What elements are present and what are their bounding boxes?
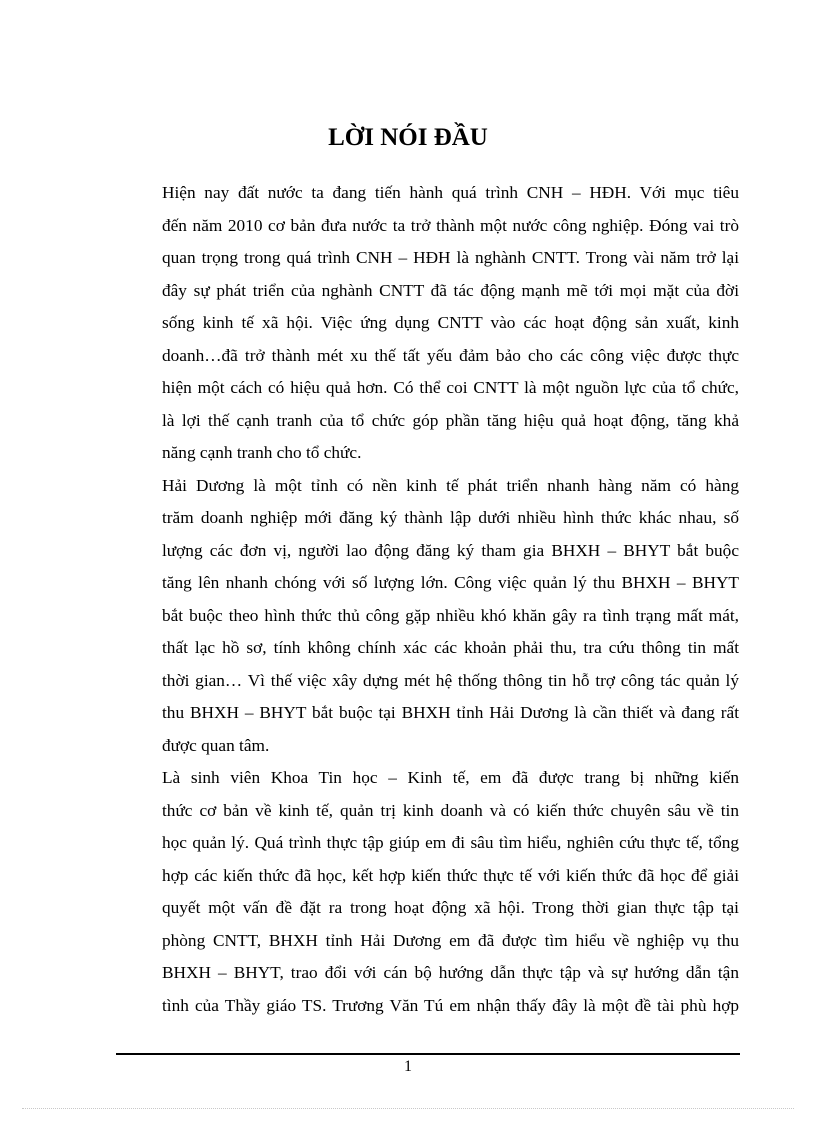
- text-line: thời gian… Vì thế việc xây dựng mét hệ thống thông tin hỗ trợ công tác quản lý: [162, 670, 739, 690]
- text-line: thức cơ bản về kinh tế, quản trị kinh doanh và có kiến thức chuyên sâu về tin: [162, 800, 739, 820]
- text-line: bắt buộc theo hình thức thủ công gặp nhiều khó khăn gây ra tình trạng mất mát,: [162, 605, 739, 625]
- text-line: doanh…đã trở thành mét xu thế tất yếu đảm bảo cho các công việc được thực: [162, 345, 739, 365]
- text-line: trăm doanh nghiệp mới đăng ký thành lập dưới nhiều hình thức khác nhau, số: [162, 508, 739, 527]
- text-line: đến năm 2010 cơ bản đưa nước ta trở thành một nước công nghiệp. Đóng vai trò: [162, 215, 739, 235]
- text-line: quan trọng trong quá trình CNH – HĐH là nghành CNTT. Trong vài năm trở lại: [162, 248, 739, 267]
- text-line: lượng các đơn vị, người lao động đăng ký tham gia BHXH – BHYT bắt buộc: [162, 540, 739, 560]
- text-line: Là sinh viên Khoa Tin học – Kinh tế, em đã được trang bị những kiến: [162, 768, 739, 787]
- text-line: thất lạc hồ sơ, tính không chính xác các khoản phải thu, tra cứu thông tin mất: [162, 638, 739, 657]
- text-line: Hiện nay đất nước ta đang tiến hành quá trình CNH – HĐH. Với mục tiêu: [162, 183, 739, 202]
- document-body: [116, 177, 739, 1022]
- text-line: là lợi thế cạnh tranh của tổ chức góp phần tăng hiệu quả hoạt động, tăng khả: [162, 410, 739, 430]
- page-number: 1: [404, 1058, 412, 1075]
- text-line: học quản lý. Quá trình thực tập giúp em đi sâu tìm hiểu, nghiên cứu thực tế, tổng: [162, 833, 739, 852]
- footer-divider: [116, 1053, 740, 1055]
- text-line: Hải Dương là một tỉnh có nền kinh tế phát triển nhanh hàng năm có hàng: [162, 475, 739, 495]
- text-line: được quan tâm.: [162, 735, 270, 755]
- text-line: thu BHXH – BHYT bắt buộc tại BHXH tỉnh Hải Dương là cần thiết và đang rất: [162, 703, 739, 722]
- text-line: đây sự phát triển của nghành CNTT đã tác động mạnh mẽ tới mọi mặt của đời: [162, 280, 739, 300]
- text-line: hiện một cách có hiệu quả hơn. Có thể coi CNTT là một nguồn lực của tổ chức,: [162, 378, 739, 397]
- paragraph-1: [116, 177, 739, 470]
- text-line: BHXH – BHYT, trao đổi với cán bộ hướng dẫn thực tập và sự hướng dẫn tận: [162, 963, 739, 982]
- page-title: LỜI NÓI ĐẦU: [328, 124, 488, 151]
- text-line: tình của Thầy giáo TS. Trương Văn Tú em nhận thấy đây là một đề tài phù hợp: [162, 995, 739, 1015]
- text-line: năng cạnh tranh cho tổ chức.: [162, 443, 362, 462]
- text-line: hợp các kiến thức đã học, kết hợp kiến thức thực tế với kiến thức đã học để giải: [162, 865, 739, 885]
- paragraph-3: [116, 762, 739, 1022]
- text-line: phòng CNTT, BHXH tỉnh Hải Dương em đã được tìm hiểu về nghiệp vụ thu: [162, 930, 739, 950]
- text-line: quyết một vấn đề đặt ra trong hoạt động xã hội. Trong thời gian thực tập tại: [162, 898, 739, 917]
- text-line: sống kinh tế xã hội. Việc ứng dụng CNTT vào các hoạt động sản xuất, kinh: [162, 313, 739, 332]
- paragraph-2: [116, 470, 739, 763]
- text-line: tăng lên nhanh chóng với số lượng lớn. Công việc quản lý thu BHXH – BHYT: [162, 573, 739, 592]
- page-bottom-border: [22, 1108, 794, 1109]
